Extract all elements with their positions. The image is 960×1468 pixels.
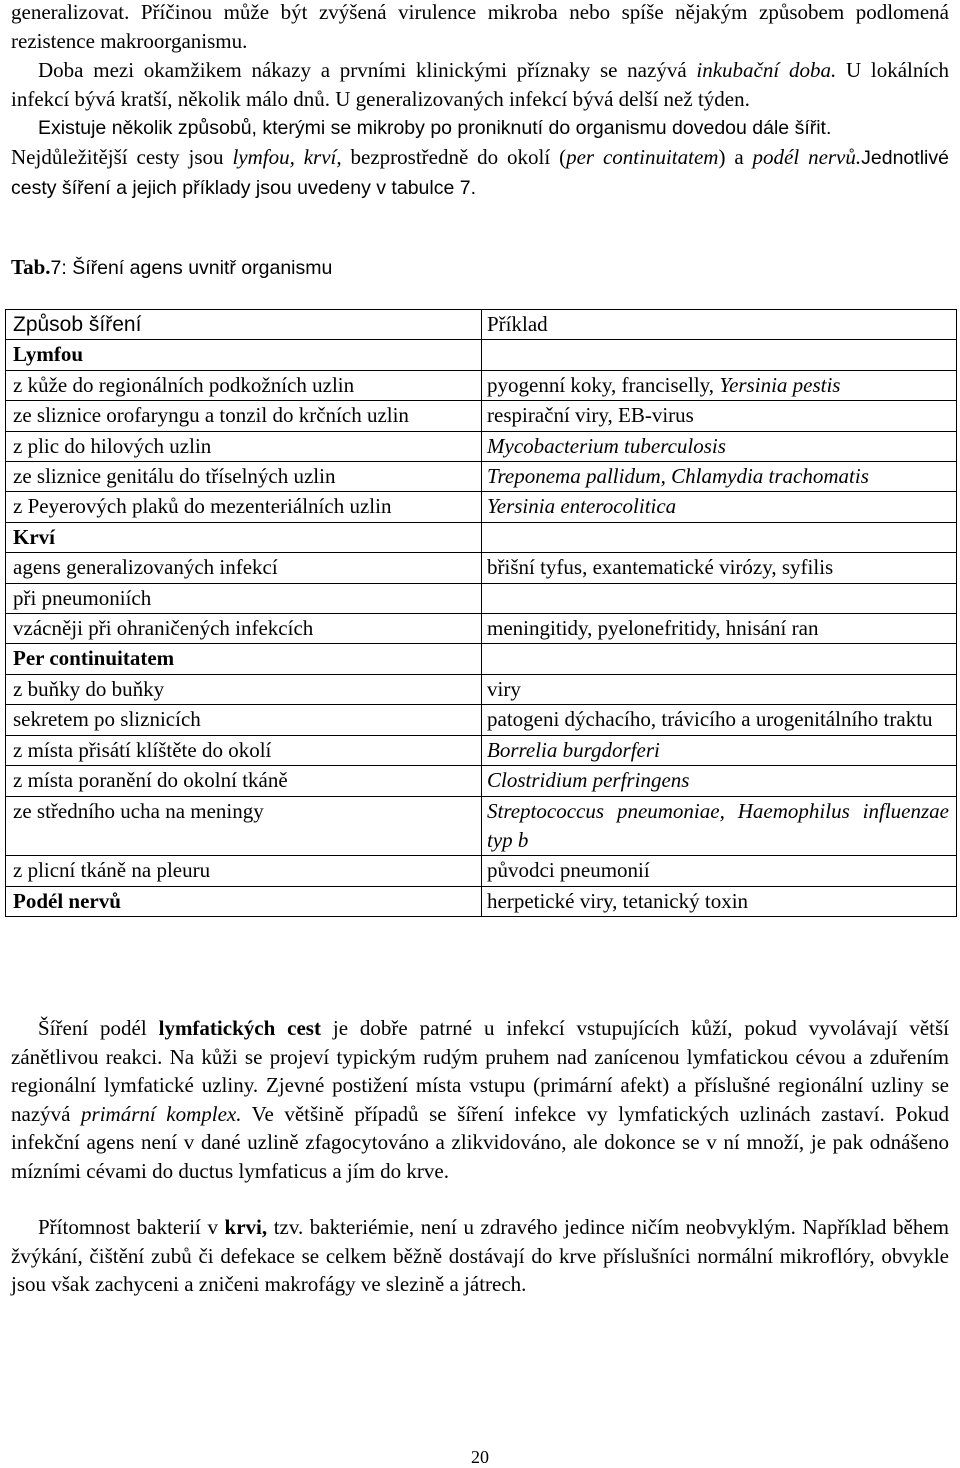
table-row <box>6 431 957 461</box>
table-cell-method: ze středního ucha na meningy <box>6 796 482 856</box>
table-row <box>6 735 957 765</box>
body-paragraph-1: Šíření podél lymfatických cest je dobře patrné u infekcí vstupujících kůží, pokud vyvolávají větší zánětlivou reakci. Na kůži se projeví typickým rudým pruhem nad zanícenou lymfatickou cévou a zduřením regionální lymfatické uzliny. Zjevné postižení místa vstupu (primární afekt) a příslušné regionální uzliny se nazývá primární komplex. Ve většině případů se šíření infekce vy lymfatických uzlinách zastaví. Pokud infekční agens není v dané uzlině zfagocytováno a zlikvidováno, ale dokonce se v ní množí, je pak odnášeno mízními cévami do ductus lymfaticus a jím do krve. <box>11 1016 949 1183</box>
table-cell-method: sekretem po sliznicích <box>6 705 482 735</box>
table-cell-example: Mycobacterium tuberculosis <box>482 431 957 461</box>
table-row <box>6 886 957 916</box>
table-cell-example: meningitidy, pyelonefritidy, hnisání ran <box>482 614 957 644</box>
table-row <box>6 340 957 370</box>
table-cell-example: břišní tyfus, exantematické virózy, syfilis <box>482 553 957 583</box>
table-row <box>6 614 957 644</box>
spread-table <box>5 309 957 917</box>
intro-text <box>11 0 949 203</box>
table-cell-method: Krví <box>6 522 482 552</box>
table-cell-example: respirační viry, EB-virus <box>482 401 957 431</box>
table-row <box>6 766 957 796</box>
table-caption <box>11 253 332 283</box>
table-cell-method: při pneumoniích <box>6 583 482 613</box>
table-row <box>6 553 957 583</box>
table-cell-example: Yersinia enterocolitica <box>482 492 957 522</box>
table-row <box>6 370 957 400</box>
intro-paragraph-3: Existuje několik způsobů, kterými se mikroby po proniknutí do organismu dovedou dále šířit. <box>38 117 832 139</box>
table-cell-method: z plicní tkáně na pleuru <box>6 856 482 886</box>
table-header-row <box>6 310 957 340</box>
table-cell-example: Borrelia burgdorferi <box>482 735 957 765</box>
body-paragraph-2: Přítomnost bakterií v krvi, tzv. bakteriémie, není u zdravého jedince ničím neobvyklým. Například během žvýkání, čištění zubů či defekace se celkem běžně dostávají do krve příslušníci normální mikroflóry, obvykle jsou však zachyceni a zničeni makrofágy ve slezině a játrech. <box>11 1215 949 1296</box>
table-cell-method: ze sliznice orofaryngu a tonzil do krčních uzlin <box>6 401 482 431</box>
table-cell-method: z buňky do buňky <box>6 674 482 704</box>
table-cell-method: z kůže do regionálních podkožních uzlin <box>6 370 482 400</box>
table-cell-example: původci pneumonií <box>482 856 957 886</box>
table-row <box>6 492 957 522</box>
table-cell-example: herpetické viry, tetanický toxin <box>482 886 957 916</box>
header-example: Příklad <box>482 310 957 340</box>
table-cell-example <box>482 644 957 674</box>
intro-paragraph-4: Nejdůležitější cesty jsou lymfou, krví, bezprostředně do okolí (per continuitatem) a podél nervů.Jednotlivé cesty šíření a jejich příklady jsou uvedeny v tabulce 7. <box>11 145 949 199</box>
intro-paragraph-1: generalizovat. Příčinou může být zvýšená virulence mikroba nebo spíše nějakým způsobem podlomená rezistence makroorganismu. <box>11 0 949 53</box>
table-row <box>6 462 957 492</box>
table-row <box>6 856 957 886</box>
body-text <box>11 1014 949 1327</box>
table-row <box>6 583 957 613</box>
table-cell-example: Streptococcus pneumoniae, Haemophilus influenzae typ b <box>482 796 957 856</box>
table-cell-method: Lymfou <box>6 340 482 370</box>
table-row <box>6 522 957 552</box>
header-method: Způsob šíření <box>6 310 482 340</box>
table-row <box>6 644 957 674</box>
table-cell-example <box>482 340 957 370</box>
table-cell-example: pyogenní koky, franciselly, Yersinia pestis <box>482 370 957 400</box>
table-cell-example <box>482 583 957 613</box>
table-cell-method: z místa poranění do okolní tkáně <box>6 766 482 796</box>
intro-paragraph-2: Doba mezi okamžikem nákazy a prvními klinickými příznaky se nazývá inkubační doba. U lokálních infekcí bývá kratší, několik málo dnů. U generalizovaných infekcí bývá delší než týden. <box>11 58 949 111</box>
table-row <box>6 796 957 856</box>
table-cell-method: Per continuitatem <box>6 644 482 674</box>
table-cell-method: z plic do hilových uzlin <box>6 431 482 461</box>
table-cell-method: z Peyerových plaků do mezenteriálních uzlin <box>6 492 482 522</box>
table-cell-example: patogeni dýchacího, trávicího a urogenitálního traktu <box>482 705 957 735</box>
caption-title: Šíření agens uvnitř organismu <box>66 257 333 279</box>
table-cell-method: Podél nervů <box>6 886 482 916</box>
term-incubation: inkubační doba. <box>696 58 837 82</box>
table-cell-method: agens generalizovaných infekcí <box>6 553 482 583</box>
caption-number: 7: <box>50 257 67 279</box>
table-cell-example: viry <box>482 674 957 704</box>
table-cell-example: Clostridium perfringens <box>482 766 957 796</box>
table-cell-method: vzácněji při ohraničených infekcích <box>6 614 482 644</box>
table-cell-example <box>482 522 957 552</box>
table-row <box>6 674 957 704</box>
table-cell-method: z místa přisátí klíštěte do okolí <box>6 735 482 765</box>
table-cell-example: Treponema pallidum, Chlamydia trachomatis <box>482 462 957 492</box>
table-row <box>6 705 957 735</box>
page-number: 20 <box>471 1447 489 1467</box>
table-cell-method: ze sliznice genitálu do tříselných uzlin <box>6 462 482 492</box>
caption-label: Tab. <box>11 255 51 279</box>
table-row <box>6 401 957 431</box>
